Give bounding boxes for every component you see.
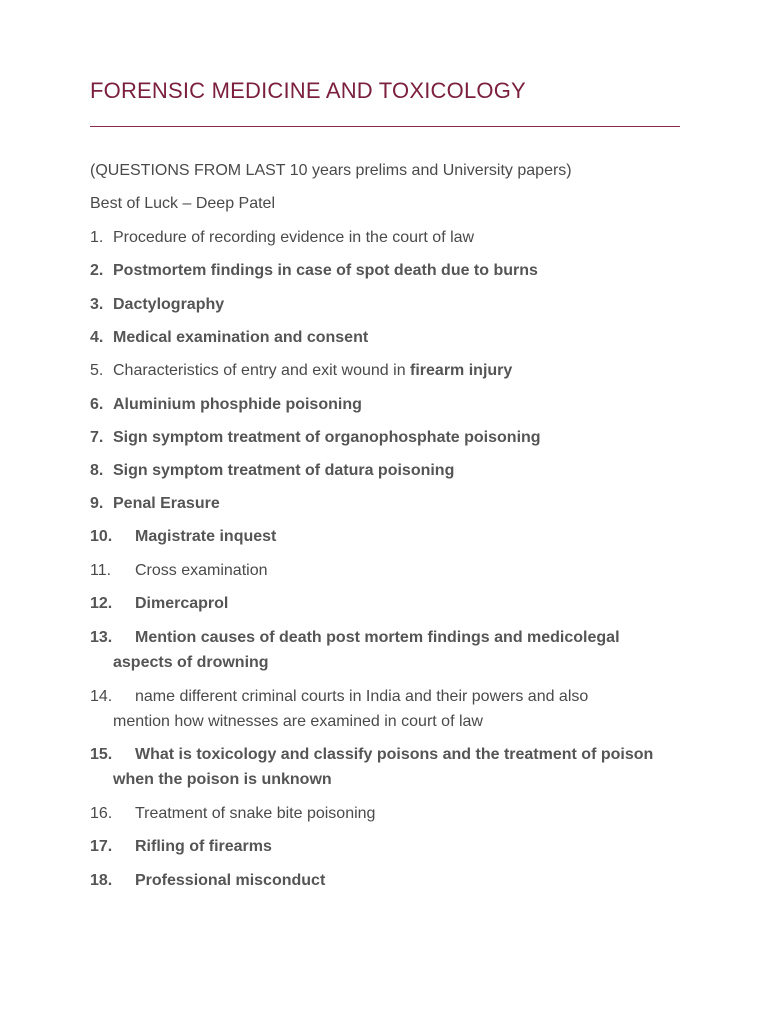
item-text-continued: aspects of drowning — [113, 654, 269, 671]
item-text: Procedure of recording evidence in the court of law — [113, 229, 475, 246]
item-number: 6. — [90, 396, 104, 413]
item-number: 14. — [90, 688, 113, 705]
item-number: 8. — [90, 462, 104, 479]
item-number: 3. — [90, 296, 104, 313]
list-item-3 — [90, 292, 680, 317]
item-number: 7. — [90, 429, 104, 446]
list-item-14 — [90, 684, 680, 734]
item-text: Postmortem findings in case of spot death due to burns — [113, 262, 538, 279]
item-text: Aluminium phosphide poisoning — [113, 396, 362, 413]
item-number: 15. — [90, 746, 113, 763]
item-text: Sign symptom treatment of organophosphate poisoning — [113, 429, 541, 446]
subtitle: (QUESTIONS FROM LAST 10 years prelims and University papers) — [90, 162, 572, 179]
item-text-continued: mention how witnesses are examined in court of law — [113, 713, 483, 730]
list-item-10 — [90, 524, 680, 549]
document-title: FORENSIC MEDICINE AND TOXICOLOGY — [90, 78, 526, 103]
list-item-9 — [90, 491, 680, 516]
item-text: Penal Erasure — [113, 495, 220, 512]
item-text: Rifling of firearms — [135, 838, 272, 855]
list-item-15 — [90, 742, 680, 792]
list-item-2 — [90, 258, 680, 283]
list-item-6 — [90, 392, 680, 417]
list-item-11 — [90, 558, 680, 583]
list-item-1 — [90, 225, 680, 250]
item-text: name different criminal courts in India and their powers and also — [135, 688, 589, 705]
item-number: 5. — [90, 362, 104, 379]
item-number: 17. — [90, 838, 113, 855]
title-divider — [90, 126, 680, 127]
item-number: 13. — [90, 629, 113, 646]
item-bold-text: firearm injury — [410, 362, 513, 379]
item-text: Characteristics of entry and exit wound in — [113, 362, 411, 379]
item-text: Dimercaprol — [135, 595, 229, 612]
list-item-7 — [90, 425, 680, 450]
item-text: Cross examination — [135, 562, 268, 579]
list-item-12 — [90, 591, 680, 616]
item-text: Dactylography — [113, 296, 225, 313]
item-number: 9. — [90, 495, 104, 512]
list-item-16 — [90, 801, 680, 826]
item-text: What is toxicology and classify poisons and the treatment of poison — [135, 746, 654, 763]
author-line: Best of Luck – Deep Patel — [90, 195, 275, 212]
list-item-4 — [90, 325, 680, 350]
item-number: 1. — [90, 229, 104, 246]
item-number: 10. — [90, 528, 113, 545]
list-item-17 — [90, 834, 680, 859]
item-number: 12. — [90, 595, 113, 612]
item-text-continued: when the poison is unknown — [113, 771, 332, 788]
item-number: 2. — [90, 262, 104, 279]
item-number: 16. — [90, 805, 113, 822]
list-item-18 — [90, 868, 680, 893]
list-item-8 — [90, 458, 680, 483]
item-text: Sign symptom treatment of datura poisoning — [113, 462, 455, 479]
item-text: Treatment of snake bite poisoning — [135, 805, 376, 822]
list-item-13 — [90, 625, 680, 675]
item-text: Professional misconduct — [135, 872, 326, 889]
list-item-5 — [90, 358, 680, 383]
item-number: 18. — [90, 872, 113, 889]
item-text: Mention causes of death post mortem findings and medicolegal — [135, 629, 620, 646]
item-text: Medical examination and consent — [113, 329, 369, 346]
item-number: 11. — [90, 562, 112, 579]
item-number: 4. — [90, 329, 104, 346]
item-text: Magistrate inquest — [135, 528, 277, 545]
